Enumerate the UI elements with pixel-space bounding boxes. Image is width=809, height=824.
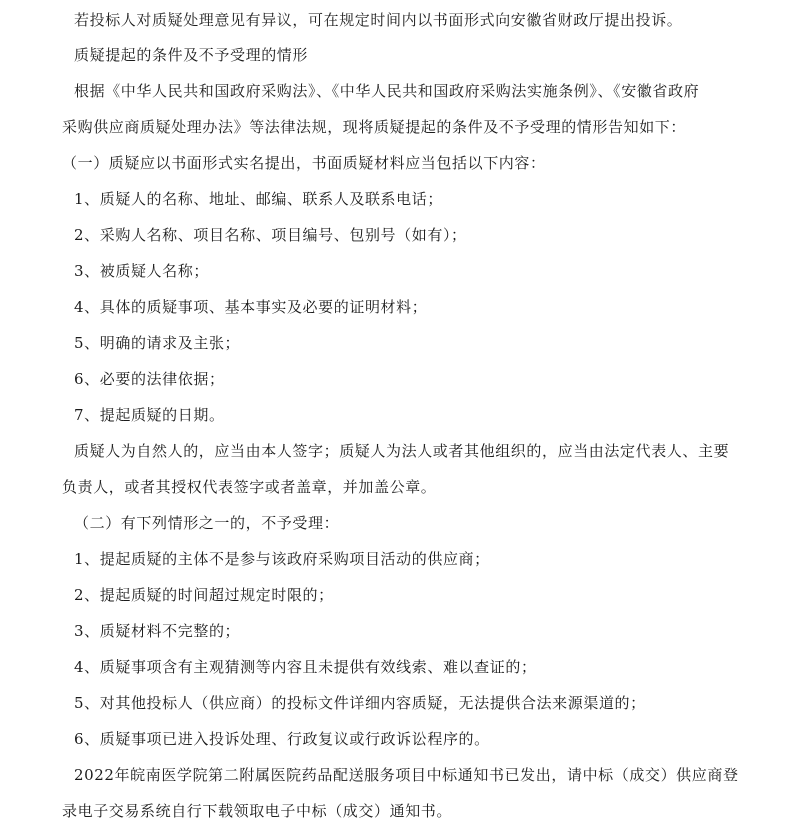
- list-item: 2、采购人名称、项目名称、项目编号、包别号（如有）；: [74, 226, 467, 244]
- legal-basis-line-2: 采购供应商质疑处理办法》等法律法规，现将质疑提起的条件及不予受理的情形告知如下：: [62, 118, 687, 136]
- list-item: 4、质疑事项含有主观猜测等内容且未提供有效线索、难以查证的；: [74, 658, 537, 676]
- subsection-2-heading: （二）有下列情形之一的，不予受理：: [74, 514, 340, 532]
- list-item: 3、质疑材料不完整的；: [74, 622, 241, 640]
- list-item: 3、被质疑人名称；: [74, 262, 209, 280]
- list-item: 5、对其他投标人（供应商）的投标文件详细内容质疑，无法提供合法来源渠道的；: [74, 694, 646, 712]
- list-item: 2、提起质疑的时间超过规定时限的；: [74, 586, 334, 604]
- list-item: 4、具体的质疑事项、基本事实及必要的证明材料；: [74, 298, 428, 316]
- legal-basis-line-1: 根据《中华人民共和国政府采购法》、《中华人民共和国政府采购法实施条例》、《安徽省政府: [74, 82, 700, 100]
- list-item: 1、质疑人的名称、地址、邮编、联系人及联系电话；: [74, 190, 443, 208]
- award-notice-line-1: 2022年皖南医学院第二附属医院药品配送服务项目中标通知书已发出，请中标（成交）供应商登: [74, 766, 739, 784]
- signature-rule-line-1: 质疑人为自然人的，应当由本人签字；质疑人为法人或者其他组织的，应当由法定代表人、主要: [74, 442, 730, 460]
- signature-rule-line-2: 负责人，或者其授权代表签字或者盖章，并加盖公章。: [62, 478, 437, 496]
- list-item: 1、提起质疑的主体不是参与该政府采购项目活动的供应商；: [74, 550, 490, 568]
- subsection-1-heading: （一）质疑应以书面形式实名提出，书面质疑材料应当包括以下内容：: [62, 154, 546, 172]
- list-item: 5、明确的请求及主张；: [74, 334, 241, 352]
- list-item: 6、必要的法律依据；: [74, 370, 225, 388]
- list-item: 7、提起质疑的日期。: [74, 406, 225, 424]
- complaint-note: 若投标人对质疑处理意见有异议，可在规定时间内以书面形式向安徽省财政厅提出投诉。: [74, 11, 683, 29]
- section-heading: 质疑提起的条件及不予受理的情形: [74, 46, 309, 64]
- award-notice-line-2: 录电子交易系统自行下载领取电子中标（成交）通知书。: [62, 802, 453, 820]
- list-item: 6、质疑事项已进入投诉处理、行政复议或行政诉讼程序的。: [74, 730, 490, 748]
